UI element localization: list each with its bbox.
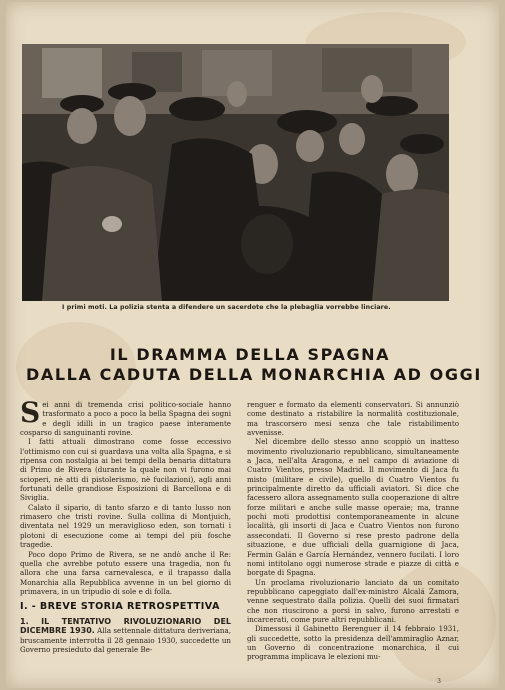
section-heading: I. - BREVE STORIA RETROSPETTIVA: [20, 601, 220, 612]
left-column: [20, 396, 231, 596]
subsection-text: Alla settennale dittatura deriveriana, bruscamente interrotta il 28 gennaio 1930, succedette un Governo presieduto dal generale Be-: [20, 626, 231, 655]
subsection-heading: 1. IL TENTATIVO RIVOLUZIONARIO DEL DICEMBRE 1930.: [20, 617, 231, 636]
paragraph: Un proclama rivoluzionario lanciato da un comitato repubblicano capeggiato dall'ex-ministro Alcalá Zamora, venne sequestrato dalla polizia. Quelli dei suoi firmatari che non riuscirono a porsi in salvo, furono arrestati e incarcerati, come pure altri repubblicani.: [247, 577, 459, 624]
paragraph: Sei anni di tremenda crisi politico-sociale hanno trasformato a poco a poco la bella Spagna dei sogni e degli idilli in un tragico paese interamente cosparso di sanguinanti rovine.: [20, 396, 231, 438]
paragraph: Nel dicembre dello stesso anno scoppiò un inatteso movimento rivoluzionario repubblicano, simultaneamente a Jaca, nell'alta Aragona, e nel campo di aviazione di Cuatro Vientos, presso Madrid. Il movimento di Jaca fu misto (militare e civile), quello di Cuatro Vientos fu principalmente diretto da ufficiali aviatori. Si dice che facessero allora assegnamento sulla cooperazione di altre forze militari e anche sulle masse operaie; ma, tranne pochi moti prodottisi contemporaneamente in alcune località, gli insorti di Jaca e Cuatro Vientos non furono assecondati. Il Governo si rese presto padrone della situazione, e due ufficiali della guarnigione di Jaca, Fermin Galán e García Hernández, vennero fucilati. I loro nomi intitolano oggi numerose strade e piazze di città e borgate di Spagna.: [247, 437, 459, 578]
right-column: [247, 400, 459, 662]
photo-caption: I primi moti. La polizia stenta a difendere un sacerdote che la plebaglia vorrebbe linciare.: [62, 304, 391, 311]
magazine-page: [6, 2, 499, 688]
paragraph: Calato il sipario, di tanto sfarzo e di tanto lusso non rimasero che tristi rovine. Sulla collina di Montjuich, diventata nel 1929 un meraviglioso eden, son tornati i plotoni di esecuzione come ai tempi del più fosche tragedie.: [20, 502, 231, 550]
page-number: 3: [437, 678, 441, 685]
subsection: [20, 617, 231, 654]
paragraph: I fatti attuali dimostrano come fosse eccessivo l'ottimismo con cui si guardava una volta alla Spagna, e si ripensa con nostalgia ai bei tempi della benaria dittatura di Primo de Rivera (durante la quale non vi furono mai scioperi, nè atti di pistolerismo, nè fucilazioni), agli anni fortunati delle grandiose Esposizioni di Barcellona e di Siviglia.: [20, 437, 231, 503]
article-title-line1: IL DRAMMA DELLA SPAGNA: [109, 345, 391, 364]
paragraph: Dimessosi il Gabinetto Berenguer il 14 febbraio 1931, gli succedette, sotto la presidenza dell'ammiraglio Aznar, un Governo di concentrazione monarchica, il cui programma implicava le elezioni mu-: [247, 624, 459, 662]
riot-photo: [22, 44, 449, 301]
paragraph: renguer e formato da elementi conservatori. Si annunziò come destinato a ristabilire la normalità costituzionale, ma trascorsero mesi senza che tale ristabilimento avvenisse.: [247, 400, 459, 438]
article-title-line2: DALLA CADUTA DELLA MONARCHIA AD OGGI: [26, 365, 482, 384]
paragraph: Poco dopo Primo de Rivera, se ne andò anche il Re: quella che avrebbe potuto essere una tragedia, non fu allora che una farsa carnevalesca, e il trapasso dalla Monarchia alla Repubblica avvenne in un bel giorno di primavera, in un tripudio di sole e di folla.: [20, 549, 231, 596]
crowd-photo-illustration: [22, 44, 449, 301]
